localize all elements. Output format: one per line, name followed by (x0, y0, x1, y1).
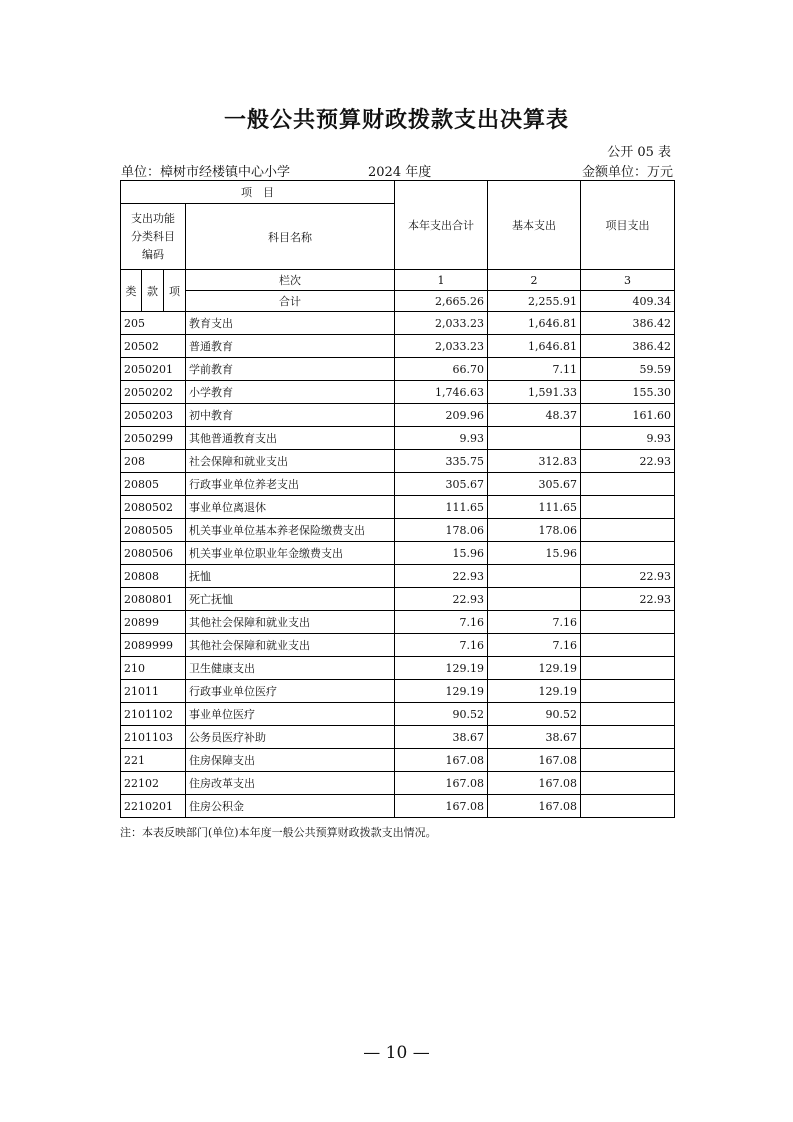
row-basic: 90.52 (488, 703, 581, 726)
total-label: 合计 (186, 291, 395, 312)
row-basic: 7.11 (488, 358, 581, 381)
row-basic: 305.67 (488, 473, 581, 496)
row-code: 210 (121, 657, 186, 680)
table-row (121, 772, 675, 795)
column-index-2: 2 (488, 270, 581, 291)
header-row-project (121, 181, 675, 204)
header-row-column-index (121, 270, 675, 291)
row-total: 129.19 (395, 657, 488, 680)
row-basic: 312.83 (488, 450, 581, 473)
row-basic (488, 565, 581, 588)
row-subject-name: 卫生健康支出 (186, 657, 395, 680)
header-lei: 类 (121, 270, 142, 312)
header-col-total: 本年支出合计 (395, 181, 488, 270)
row-basic: 111.65 (488, 496, 581, 519)
header-col-project: 项目支出 (581, 181, 675, 270)
header-kuan: 款 (142, 270, 164, 312)
row-code: 2050201 (121, 358, 186, 381)
row-code: 20805 (121, 473, 186, 496)
amount-unit: 金额单位：万元 (581, 165, 673, 180)
row-subject-name: 其他社会保障和就业支出 (186, 611, 395, 634)
row-total: 178.06 (395, 519, 488, 542)
row-subject-name: 机关事业单位职业年金缴费支出 (186, 542, 395, 565)
row-subject-name: 事业单位医疗 (186, 703, 395, 726)
row-project (581, 611, 675, 634)
row-subject-name: 学前教育 (186, 358, 395, 381)
row-basic: 167.08 (488, 772, 581, 795)
header-func-code (121, 204, 186, 270)
row-project: 22.93 (581, 565, 675, 588)
table-row (121, 749, 675, 772)
row-subject-name: 住房保障支出 (186, 749, 395, 772)
row-project (581, 473, 675, 496)
table-row (121, 381, 675, 404)
table-row (121, 611, 675, 634)
row-project: 386.42 (581, 312, 675, 335)
row-project (581, 519, 675, 542)
total-project: 409.34 (581, 291, 675, 312)
table-row (121, 427, 675, 450)
table-row (121, 657, 675, 680)
row-subject-name: 小学教育 (186, 381, 395, 404)
table-row (121, 680, 675, 703)
func-code-line: 支出功能 (131, 211, 175, 225)
row-total: 167.08 (395, 749, 488, 772)
row-basic: 7.16 (488, 611, 581, 634)
table-row (121, 519, 675, 542)
row-subject-name: 社会保障和就业支出 (186, 450, 395, 473)
row-basic: 15.96 (488, 542, 581, 565)
row-code: 208 (121, 450, 186, 473)
row-subject-name: 死亡抚恤 (186, 588, 395, 611)
table-row (121, 795, 675, 818)
row-project (581, 703, 675, 726)
row-total: 167.08 (395, 795, 488, 818)
header-col-basic: 基本支出 (488, 181, 581, 270)
row-project: 59.59 (581, 358, 675, 381)
row-total: 66.70 (395, 358, 488, 381)
row-total: 9.93 (395, 427, 488, 450)
row-code: 2080801 (121, 588, 186, 611)
page-number: — 10 — (363, 1043, 430, 1063)
row-total: 305.67 (395, 473, 488, 496)
table-row (121, 703, 675, 726)
row-basic: 129.19 (488, 680, 581, 703)
fiscal-year: 2024 年度 (368, 165, 432, 180)
row-project: 386.42 (581, 335, 675, 358)
row-code: 221 (121, 749, 186, 772)
row-project (581, 772, 675, 795)
row-code: 2210201 (121, 795, 186, 818)
row-code: 2089999 (121, 634, 186, 657)
row-basic: 38.67 (488, 726, 581, 749)
row-basic: 167.08 (488, 749, 581, 772)
table-row (121, 588, 675, 611)
row-total: 2,033.23 (395, 312, 488, 335)
footnote: 注：本表反映部门(单位)本年度一般公共预算财政拨款支出情况。 (120, 826, 437, 839)
row-total: 111.65 (395, 496, 488, 519)
row-subject-name: 住房改革支出 (186, 772, 395, 795)
row-code: 2050202 (121, 381, 186, 404)
total-basic: 2,255.91 (488, 291, 581, 312)
row-total: 129.19 (395, 680, 488, 703)
row-basic (488, 588, 581, 611)
row-subject-name: 初中教育 (186, 404, 395, 427)
column-index-1: 1 (395, 270, 488, 291)
header-xiang: 项 (164, 270, 186, 312)
row-code: 20808 (121, 565, 186, 588)
row-project (581, 634, 675, 657)
row-project (581, 680, 675, 703)
table-row (121, 542, 675, 565)
row-total: 22.93 (395, 588, 488, 611)
row-total: 90.52 (395, 703, 488, 726)
row-total: 209.96 (395, 404, 488, 427)
row-project: 9.93 (581, 427, 675, 450)
column-index-3: 3 (581, 270, 675, 291)
row-basic: 167.08 (488, 795, 581, 818)
row-basic (488, 427, 581, 450)
row-project (581, 749, 675, 772)
row-subject-name: 机关事业单位基本养老保险缴费支出 (186, 519, 395, 542)
row-project (581, 496, 675, 519)
row-subject-name: 教育支出 (186, 312, 395, 335)
row-project (581, 726, 675, 749)
table-row (121, 496, 675, 519)
document-title: 一般公共预算财政拨款支出决算表 (223, 107, 569, 133)
func-code-line: 分类科目 (131, 229, 175, 243)
row-code: 20502 (121, 335, 186, 358)
row-code: 2101102 (121, 703, 186, 726)
row-total: 38.67 (395, 726, 488, 749)
row-total: 7.16 (395, 634, 488, 657)
header-subject-name: 科目名称 (186, 204, 395, 270)
row-total: 15.96 (395, 542, 488, 565)
row-total: 7.16 (395, 611, 488, 634)
table-row (121, 358, 675, 381)
row-subject-name: 行政事业单位医疗 (186, 680, 395, 703)
row-project: 22.93 (581, 450, 675, 473)
table-row (121, 404, 675, 427)
budget-table (120, 180, 675, 818)
header-lan-ci: 栏次 (186, 270, 395, 291)
table-row (121, 565, 675, 588)
row-code: 22102 (121, 772, 186, 795)
row-code: 21011 (121, 680, 186, 703)
row-total: 2,033.23 (395, 335, 488, 358)
row-code: 2050203 (121, 404, 186, 427)
total-amount: 2,665.26 (395, 291, 488, 312)
row-code: 2080502 (121, 496, 186, 519)
row-total: 22.93 (395, 565, 488, 588)
row-total: 335.75 (395, 450, 488, 473)
row-basic: 1,646.81 (488, 312, 581, 335)
row-code: 2080506 (121, 542, 186, 565)
row-subject-name: 公务员医疗补助 (186, 726, 395, 749)
row-code: 2101103 (121, 726, 186, 749)
total-row (121, 291, 675, 312)
meta-row (121, 161, 673, 179)
form-number: 公开 05 表 (607, 145, 671, 160)
table-row (121, 335, 675, 358)
row-project: 161.60 (581, 404, 675, 427)
row-subject-name: 其他普通教育支出 (186, 427, 395, 450)
unit-label: 单位：樟树市经楼镇中心小学 (121, 165, 291, 180)
row-subject-name: 事业单位离退休 (186, 496, 395, 519)
row-basic: 1,591.33 (488, 381, 581, 404)
table-row (121, 634, 675, 657)
row-project: 155.30 (581, 381, 675, 404)
row-code: 205 (121, 312, 186, 335)
table-row (121, 726, 675, 749)
row-code: 20899 (121, 611, 186, 634)
row-subject-name: 抚恤 (186, 565, 395, 588)
row-code: 2050299 (121, 427, 186, 450)
table-row (121, 312, 675, 335)
row-basic: 7.16 (488, 634, 581, 657)
func-code-line: 编码 (142, 247, 164, 261)
row-subject-name: 其他社会保障和就业支出 (186, 634, 395, 657)
row-total: 1,746.63 (395, 381, 488, 404)
table-row (121, 473, 675, 496)
row-basic: 1,646.81 (488, 335, 581, 358)
row-project (581, 657, 675, 680)
row-subject-name: 行政事业单位养老支出 (186, 473, 395, 496)
row-project: 22.93 (581, 588, 675, 611)
header-project: 项 目 (121, 181, 395, 204)
row-project (581, 795, 675, 818)
row-basic: 48.37 (488, 404, 581, 427)
row-subject-name: 住房公积金 (186, 795, 395, 818)
row-project (581, 542, 675, 565)
row-basic: 178.06 (488, 519, 581, 542)
row-basic: 129.19 (488, 657, 581, 680)
table-row (121, 450, 675, 473)
row-total: 167.08 (395, 772, 488, 795)
row-code: 2080505 (121, 519, 186, 542)
row-subject-name: 普通教育 (186, 335, 395, 358)
